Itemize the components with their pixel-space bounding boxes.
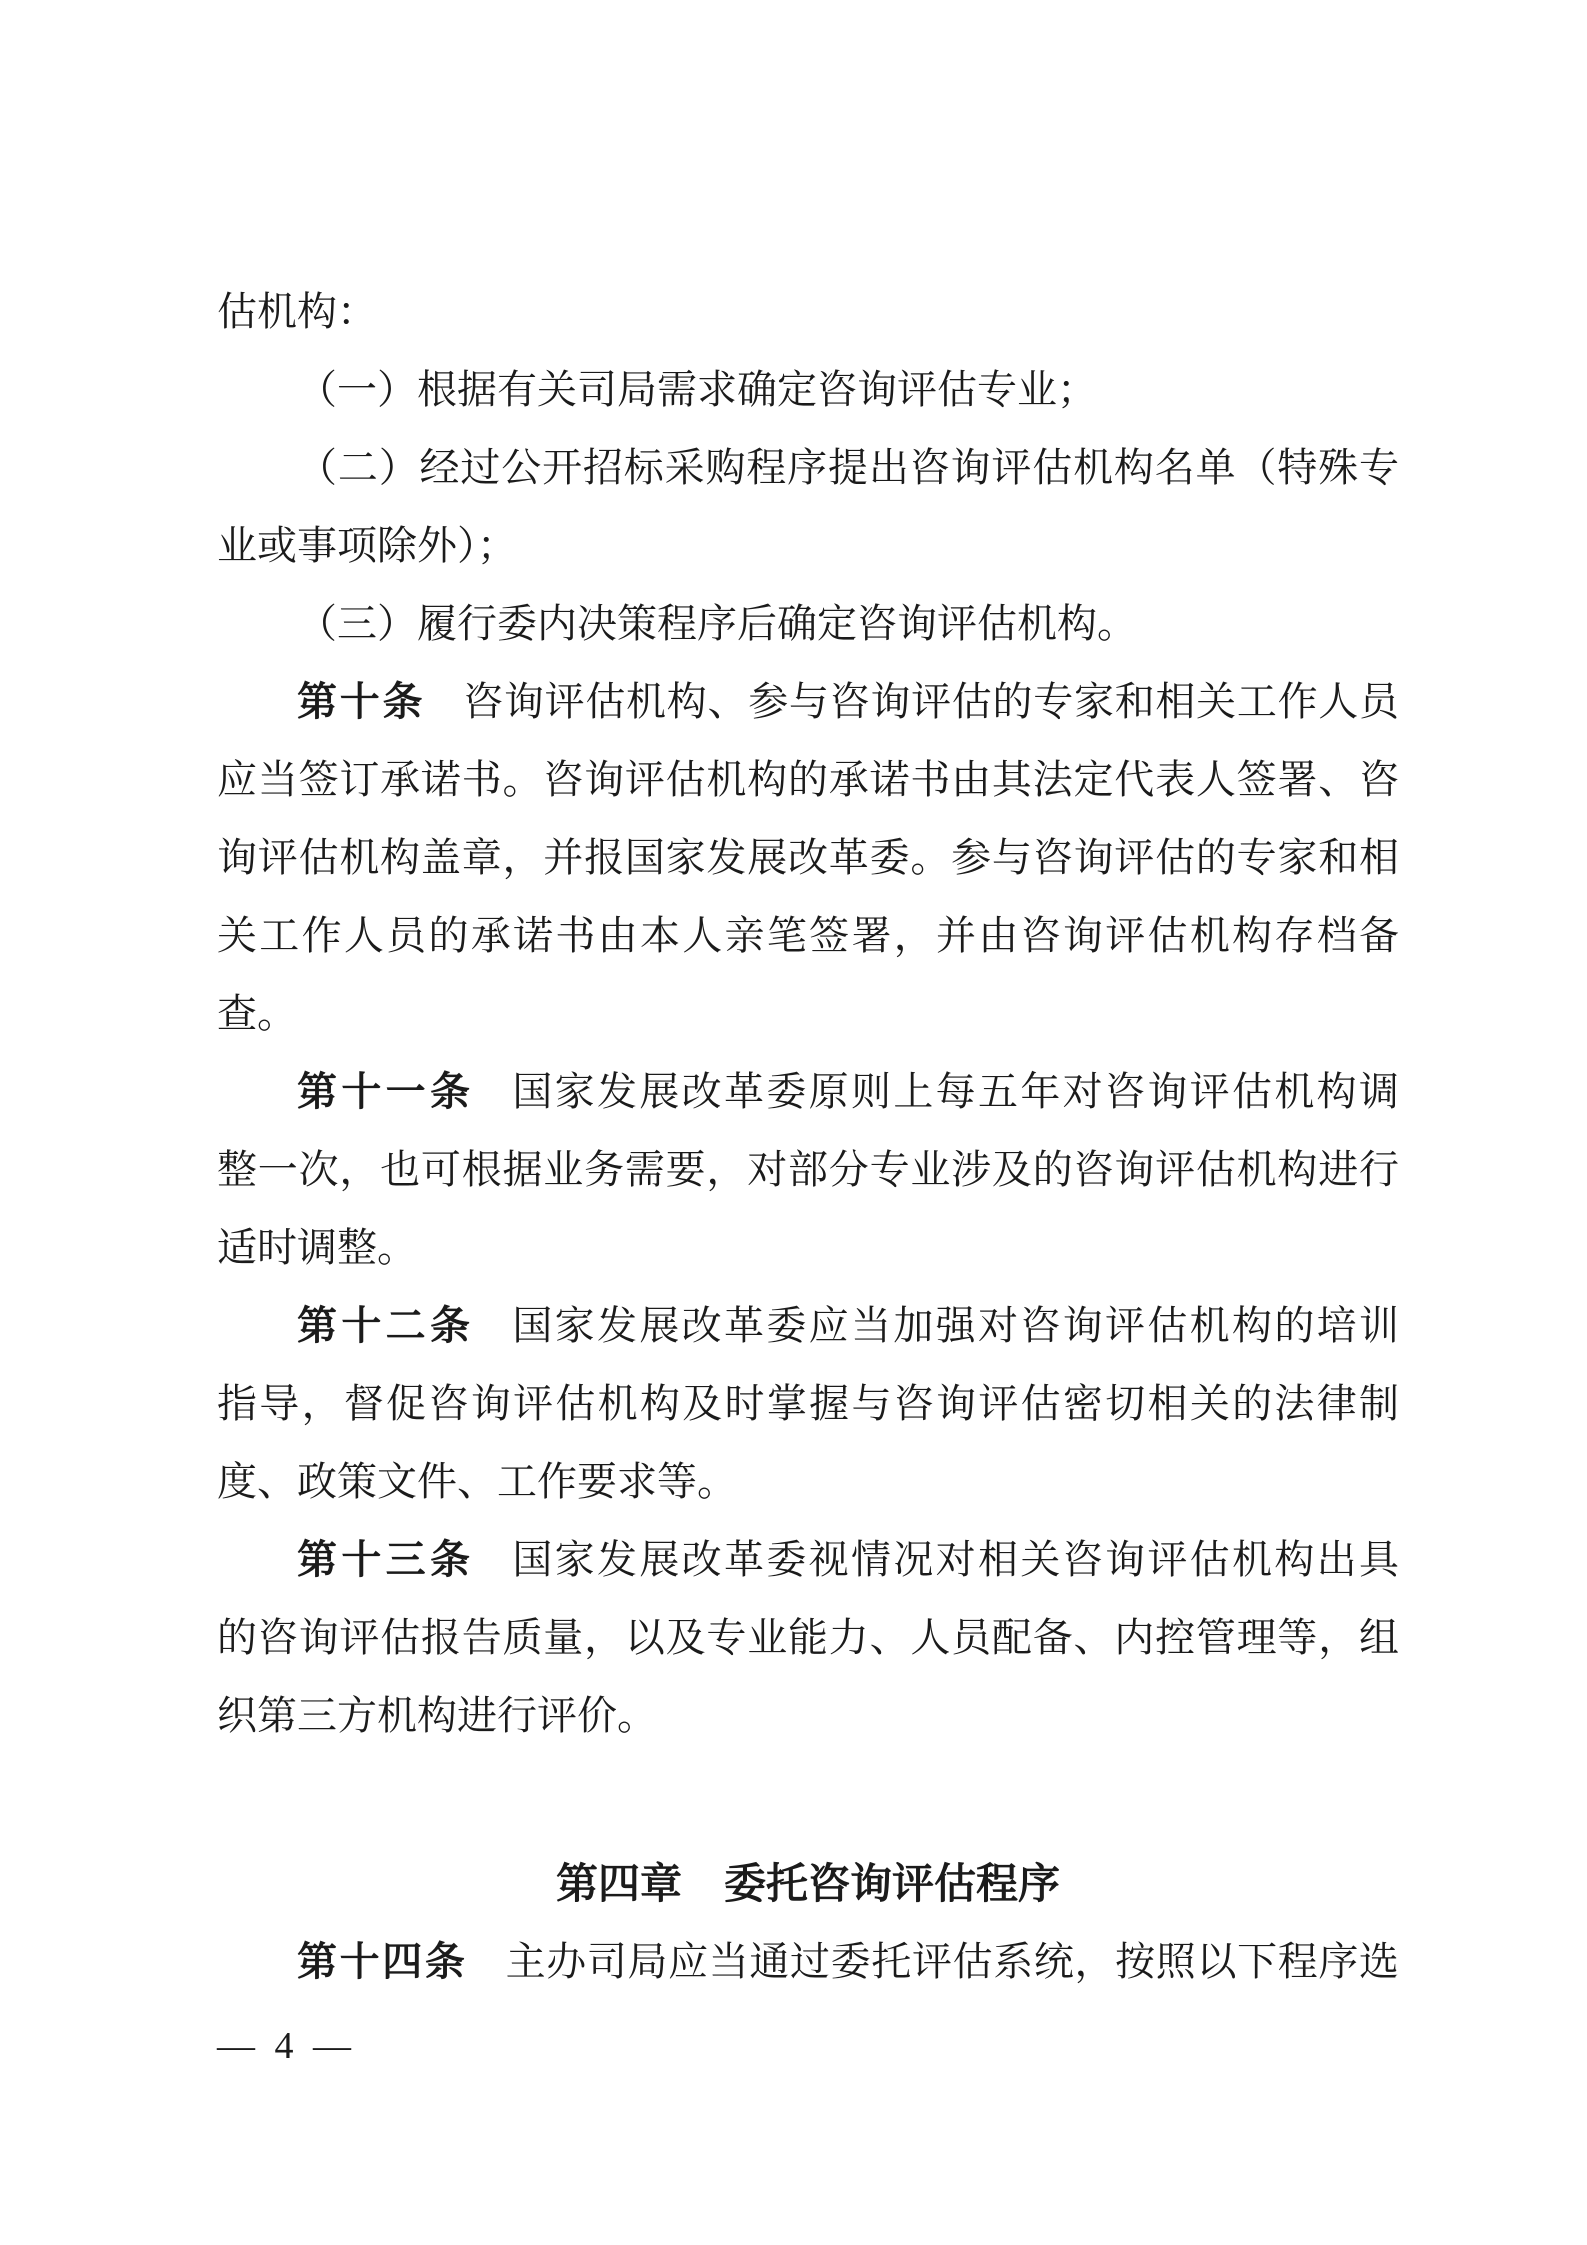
doc-line-text: 度、政策文件、工作要求等。 [217,1459,737,1504]
doc-line-text: （二）经过公开招标采购程序提出咨询评估机构名单（特殊专 [297,445,1399,490]
chapter-title: 委托咨询评估程序 [724,1860,1061,1907]
chapter-heading [217,1845,1399,1923]
doc-line [217,585,1399,663]
doc-line-article-14 [217,1923,1399,2001]
doc-line-text: 查。 [217,991,297,1036]
doc-line [217,1599,1399,1677]
doc-line-text: （三）履行委内决策程序后确定咨询评估机构。 [297,601,1137,646]
doc-line-text: 业或事项除外）； [217,523,517,568]
article-number-label: 第十一条 [297,1070,475,1114]
doc-line-text: 国家发展改革委视情况对相关咨询评估机构出具 [512,1537,1400,1582]
doc-line [217,507,1399,585]
doc-line [217,351,1399,429]
doc-line-text: 咨询评估机构、参与咨询评估的专家和相关工作人员 [463,679,1400,724]
doc-line-text: 询评估机构盖章，并报国家发展改革委。参与咨询评估的专家和相 [217,835,1399,880]
doc-line-article-13 [217,1521,1399,1599]
doc-line-text: 的咨询评估报告质量，以及专业能力、人员配备、内控管理等，组 [217,1615,1399,1660]
doc-line [217,273,1399,351]
article-number-label: 第十四条 [297,1940,468,1984]
article-number-label: 第十三条 [297,1538,475,1582]
text-column [217,273,1399,2001]
doc-line [217,819,1399,897]
article-number-label: 第十条 [297,680,426,724]
doc-line [217,1131,1399,1209]
chapter-number: 第四章 [555,1860,682,1907]
doc-line-article-11 [217,1053,1399,1131]
doc-line [217,1209,1399,1287]
doc-line [217,897,1399,975]
article-number-label: 第十二条 [297,1304,475,1348]
doc-line-text: 适时调整。 [217,1225,417,1270]
doc-line [217,429,1399,507]
doc-line [217,741,1399,819]
doc-line-text: 关工作人员的承诺书由本人亲笔签署，并由咨询评估机构存档备 [217,913,1399,958]
doc-line-article-10 [217,663,1399,741]
doc-line-text: 国家发展改革委原则上每五年对咨询评估机构调 [512,1069,1400,1114]
doc-line [217,1677,1399,1755]
doc-line-text: 应当签订承诺书。咨询评估机构的承诺书由其法定代表人签署、咨 [217,757,1399,802]
page-number: — 4 — [217,2025,356,2067]
doc-line-text: 整一次，也可根据业务需要，对部分专业涉及的咨询评估机构进行 [217,1147,1399,1192]
doc-line [217,1443,1399,1521]
doc-line-text: 估机构： [217,289,377,334]
doc-line-text: 织第三方机构进行评价。 [217,1693,657,1738]
doc-line-text: 主办司局应当通过委托评估系统，按照以下程序选 [505,1939,1400,1984]
doc-line [217,1365,1399,1443]
doc-line-text: 指导，督促咨询评估机构及时掌握与咨询评估密切相关的法律制 [217,1381,1399,1426]
doc-line-text: 国家发展改革委应当加强对咨询评估机构的培训 [512,1303,1400,1348]
doc-line-text: （一）根据有关司局需求确定咨询评估专业； [297,367,1097,412]
doc-line [217,975,1399,1053]
doc-line-article-12 [217,1287,1399,1365]
